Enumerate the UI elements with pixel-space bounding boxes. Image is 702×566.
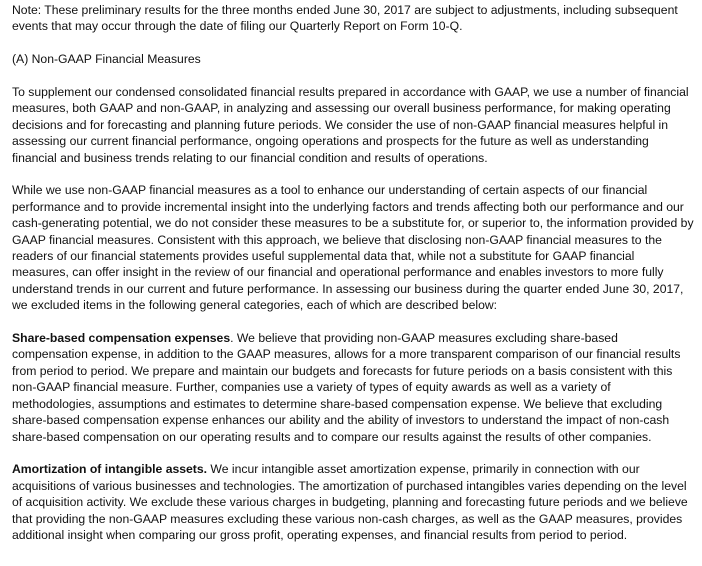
amortization-text: We incur intangible asset amortization expense, primarily in connection with our acquisitions of various businesses and technologies. The amortization of purchased intangibles varies depending on the level of acquisition activity. We exclude these various charges in budgeting, planning and forecasting future periods and we believe that providing the non-GAAP measures excluding these various non-cash charges, as well as the GAAP measures, provides additional insight when comparing our gross profit, operating expenses, and financial results from period to period. [12,462,688,542]
share-based-compensation-section [12,330,694,445]
paragraph-supplement: To supplement our condensed consolidated financial results prepared in accordance with GAAP, we use a number of financial measures, both GAAP and non-GAAP, in analyzing and assessing our overall business performance, for making operating decisions and for forecasting and planning future periods. We consider the use of non-GAAP financial measures helpful in assessing our current financial performance, ongoing operations and prospects for the future as well as understanding financial and business trends relating to our financial condition and results of operations. [12,85,689,165]
share-based-compensation-text: . We believe that providing non-GAAP measures excluding share-based compensation expense, in addition to the GAAP measures, allows for a more transparent comparison of our financial results from period to period. We prepare and maintain our budgets and forecasts for future periods on a basis consistent with this non-GAAP financial measure. Further, companies use a variety of types of equity awards as well as a variety of methodologies, assumptions and estimates to determine share-based compensation expense. We believe that excluding share-based compensation expense enhances our ability and the ability of investors to understand the impact of non-cash share-based compensation on our operating results and to compare our results against the results of other companies. [12,331,681,444]
amortization-heading: Amortization of intangible assets. [12,462,208,477]
amortization-section [12,461,694,543]
share-based-compensation-heading: Share-based compensation expenses [12,331,231,346]
paragraph-non-gaap-usage: While we use non-GAAP financial measures as a tool to enhance our understanding of certain aspects of our financial performance and to provide incremental insight into the underlying factors and trends affecting both our performance and our cash-generating potential, we do not consider these measures to be a substitute for, or superior to, the information provided by GAAP financial measures. Consistent with this approach, we believe that disclosing non-GAAP financial measures to the readers of our financial statements provides useful supplemental data that, while not a substitute for GAAP financial measures, can offer insight in the review of our financial and operational performance and enables investors to more fully understand trends in our current and future performance. In assessing our business during the quarter ended June 30, 2017, we excluded items in the following general categories, each of which are described below: [12,183,694,313]
preliminary-results-note: Note: These preliminary results for the three months ended June 30, 2017 are subject to adjustments, including subsequent events that may occur through the date of filing our Quarterly Report on Form 10-Q. [12,3,678,34]
section-heading: (A) Non-GAAP Financial Measures [12,52,201,67]
